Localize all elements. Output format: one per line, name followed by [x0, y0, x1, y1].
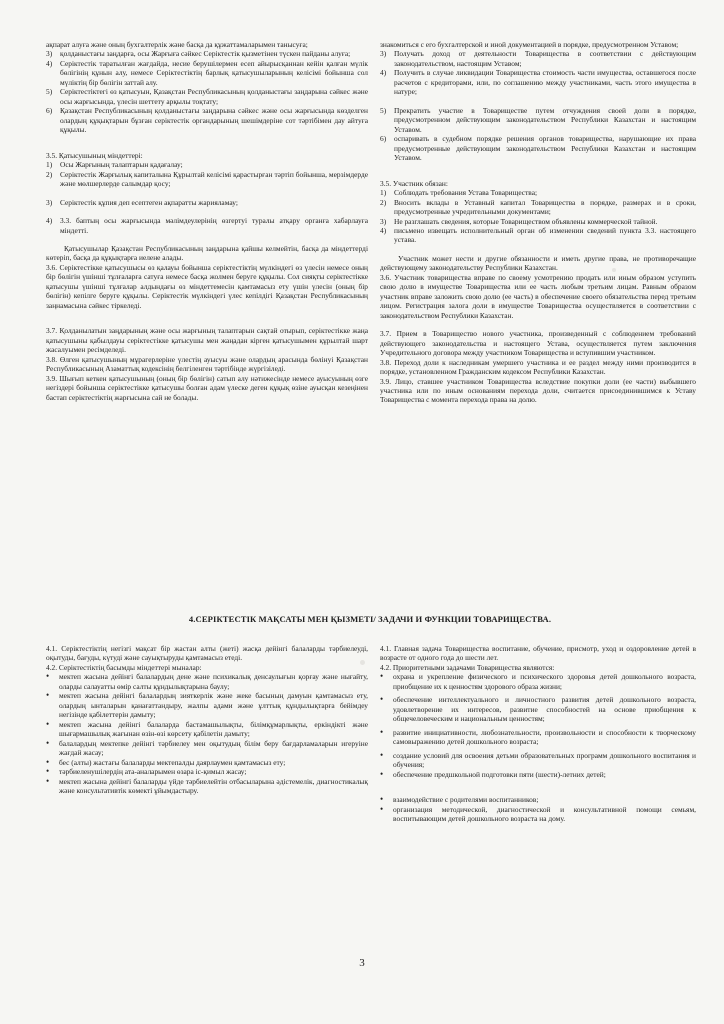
list-item: • обеспечение интеллектуального и личностного развития детей дошкольного возраста, удовлетворение их интересов, развитие способностей на основе приобщения к общечеловеческим и национальным ценностям; — [380, 694, 696, 724]
list-item: 6) оспаривать в судебном порядке решения органов товарищества, нарушающие их права предусмотренные действующим законодательством Республики Казахстан и настоящим Уставом. — [380, 134, 696, 163]
paragraph: 4.1. Серіктестіктің негізгі мақсат бір жастан алты (жеті) жасқа дейінгі балаларды тәрбиелеуді, оқытуды, бағуды, күтуді және сауықтыруды қамтамасыз етеді. — [46, 644, 368, 663]
list-item: • мектеп жасына дейінгі балаларды үйде тәрбиелейтін отбасыларына әдістемелік, диагностикалық және консультативтік көмекті ұйымдастыру. — [46, 775, 368, 796]
paragraph: 3.7. Қолданылатын заңдарының және осы жарғының талаптарын сақтай отырып, серіктестікке жаңа қатысушыны қабылдауы серіктестікке қатысушы мен жаңадан кірген қатысушымен құрылтай шарт жасалуымен ресімделеді. — [46, 326, 368, 355]
list-item: 5) Прекратить участие в Товариществе путем отчуждения своей доли в порядке, предусмотренном действующим законодательством Республики Казахстан и настоящим Уставом. — [380, 105, 696, 134]
list-item: 1) Соблюдать требования Устава Товарищества; — [380, 188, 538, 198]
list-item: 4) письмено извещать исполнительный орган об изменении сведений пункта 3.3. настоящего устава. — [380, 225, 696, 245]
paragraph: Қатысушылар Қазақстан Республикасының заңдарына қайшы келмейтін, басқа да міндеттерді көтеріп, басқа да құқықтарға иелене алады. — [46, 243, 368, 263]
list-item: • развитие инициативности, любознательности, произвольности и способности к творческому самовыражению детей дошкольного возраста; — [380, 726, 696, 747]
section-heading: 3.5. Қатысушының міндеттері: — [46, 150, 143, 160]
russian-column-top — [380, 40, 696, 405]
paragraph: знакомиться с его бухгалтерской и иной документацией в порядке, предусмотренном Уставом; — [380, 40, 679, 49]
paragraph: 3.8. Переход доли к наследникам умершего участника и ее раздел между ними производится в порядке, установленном Гражданским кодексом Республики Казахстан. — [380, 357, 696, 377]
paragraph: 3.7. Прием в Товарищество нового участника, произведенный с соблюдением требований действующего законодательства и настоящего Устава, осуществляется путем заключения Учредительного договора между участником Товарищества и вступившим участником. — [380, 329, 696, 358]
list-item: • балалардың мектепке дейінгі тәрбиелеу мен оқытудың білім беру бағдарламаларын игеруіне жағдай жасау; — [46, 737, 368, 758]
paragraph: 4.2. Приоритетными задачами Товарищества являются: — [380, 662, 555, 672]
section-heading: 3.5. Участник обязан: — [380, 178, 448, 188]
list-item: 2) Серіктестік Жарғылық капиталына Құрылтай келісімі қарастырған тәртіп бойынша, мерзімдерде және мөлшерлерде салымдар қосу; — [46, 169, 368, 189]
list-item: 3) Не разглашать сведения, которые Товариществом объявлены коммерческой тайной. — [380, 216, 658, 226]
list-item: • обеспечение предшкольной подготовки пяти (шести)-летних детей; — [380, 768, 606, 779]
paragraph: 3.8. Өлген қатысушының мұрагерлеріне үлестің ауысуы және олардың арасында бөлінуі Қазақстан Республикасының Азаматтық кодексінің белгіленген тәртібінде жүргізіледі. — [46, 354, 368, 374]
list-item: 4) Серіктестік таратылған жағдайда, несие берушілермен есеп айырысқаннан кейін қалған мүлік бөлігінің құнын алу, немесе Серіктестіктің барлық қатысушыларының келісімі бойынша сол мүліктің бір бөлігін заттай алу. — [46, 58, 368, 87]
paragraph: ақпарат алуға және оның бухгалтерлік және басқа да құжаттамаларымен танысуға; — [46, 40, 308, 49]
list-item: • бес (алты) жастағы балаларды мектепалды даярлаумен қамтамасыз ету; — [46, 756, 286, 767]
paragraph: 3.9. Шығып кеткен қатысушының (оның бір бөлігін) сатып алу нәтижесінде немесе ауысуының өзге негіздері бойынша серіктестікке қатысушы болған адам үлеске деген құқық өзіне ауысқан кезеңінен бастап серіктестіктің жарғысына сай не болады. — [46, 373, 368, 402]
section-title: 4.СЕРІКТЕСТІК МАҚСАТЫ МЕН ҚЫЗМЕТІ/ ЗАДАЧИ И ФУНКЦИИ ТОВАРИЩЕСТВА. — [188, 614, 552, 624]
russian-column-bottom — [380, 644, 696, 824]
paragraph: 3.6. Участник товарищества вправе по своему усмотрению продать или иным образом уступить свою долю в имуществе Товарищества или ее часть любым третьим лицам. Равным образом участник вправе заложить свою долю (ее часть) в обеспечение своего обязательства перед третьим лицом. Регистрация залога доли в имуществе Товарищества осуществляется в соответствии с законодательством Республики Казахстан. — [380, 272, 696, 320]
paragraph: Участник может нести и другие обязанности и иметь другие права, не противоречащие действующему законодательству Республики Казахстан. — [380, 253, 696, 273]
list-item: 4) Получить в случае ликвидации Товарищества стоимость части имущества, оставшегося после расчетов с кредиторами, или, по соглашению между участниками, часть этого имущества в натуре; — [380, 68, 696, 97]
list-item: • создание условий для освоения детьми образовательных программ дошкольного воспитания и обучения; — [380, 749, 696, 770]
list-item: • мектеп жасына дейінгі балаларда бастамашылықты, білімқұмарлықты, еркіндікті және шығармашылық жағынан өзін-өзі көрсету қабілетін дамыту; — [46, 718, 368, 739]
list-item: • мектеп жасына дейінгі балалардың зияткерлік және жеке басының дамуын қамтамасыз ету, олардың ынталарын қанағаттандыру, жалпы адами және ұлттық құндылықтарға бейімдеу негізінде қабілеттерін дамыту; — [46, 690, 368, 720]
kazakh-column-top — [46, 40, 368, 402]
paragraph: 4.1. Главная задача Товарищества воспитание, обучение, присмотр, уход и оздоровление детей в возрасте от одного года до шести лет. — [380, 644, 696, 663]
list-item: • организация методической, диагностической и консультативной помощи семьям, воспитывающим детей дошкольного возраста на дому. — [380, 803, 696, 824]
paragraph: 3.9. Лицо, ставшее участником Товарищества вследствие покупки доли (ее части) выбывшего участника или по иным основаниям перехода доли, считается присоединившимся к Уставу Товарищества с момента перехода права на долю. — [380, 376, 696, 405]
paragraph: 4.2. Серіктестіктің басымды міндеттері мыналар: — [46, 662, 202, 672]
list-item: • охрана и укрепление физического и психического здоровья детей дошкольного возраста, приобщение их к ценностям здорового образа жизни; — [380, 671, 696, 691]
kazakh-column-bottom — [46, 644, 368, 796]
list-item: 1) Осы Жарғының талаптарын қадағалау; — [46, 160, 183, 170]
list-item: 2) Вносить вклады в Уставный капитал Товарищества в порядке, размерах и в сроки, предусмотренные учредительными документами; — [380, 197, 696, 217]
list-item: 3) қолданыстағы заңдарға, осы Жарғыға сәйкес Серіктестік қызметінен түскен пайданы алуға; — [46, 49, 351, 59]
paragraph: 3.6. Серіктестікке қатысушысы өз қалауы бойынша серіктестіктің мүлкіндегі өз үлесін немесе оның бір бөлігін үшінші тұлғаларға сатуға немесе басқа жолмен беруге құқылы. Сол сияқты серіктестікке қатысушы үшінші тұлғалар алдындағы өз міндеттемесін қамтамасыз ету үшін үлесін (оның бір бөлігін) кепілге беруге құқылы. Серіктестік мүлкіндегі үлес кепілдігі Қазақстан Республикасының заңнамасына сәйкес тіркеледі. — [46, 262, 368, 310]
list-item: • мектеп жасына дейінгі балалардың дене және психикалық денсаулығын қорғау және нығайту, оларды салауатты өмір салты құндылықтарына баулу; — [46, 671, 368, 691]
list-item: 3) Получать доход от деятельности Товарищества в соответствии с действующим законодательством, настоящим Уставом; — [380, 49, 696, 68]
list-item: 5) Серіктестіктегі өз қатысуын, Қазақстан Республикасының қолданыстағы заңдарына сәйкес және осы жарғысында, үлесін шеттету арқылы тоқтату; — [46, 87, 368, 106]
list-item: • взаимодействие с родителями воспитанников; — [380, 794, 539, 805]
page-number: 3 — [359, 957, 365, 969]
list-item: • тәрбиеленушілердің ата-аналарымен өзара іс-қимыл жасау; — [46, 766, 247, 777]
list-item: 3) Серіктестік құпия деп есептеген ақпаратты жарияламау; — [46, 197, 238, 207]
list-item: 4) 3.3. баптың осы жарғысында мәлімдеулерінің өзгертуі туралы атқару органға хабарлауға міндетті. — [46, 216, 368, 235]
list-item: 6) Қазақстан Республикасының қолданыстағы заңдарына сәйкес және осы жарғысында көзделген олардың құқықтарын бұзған серіктестік органдарының шешімдеріне сот тәртібімен дау айтуға құқылы. — [46, 106, 368, 135]
